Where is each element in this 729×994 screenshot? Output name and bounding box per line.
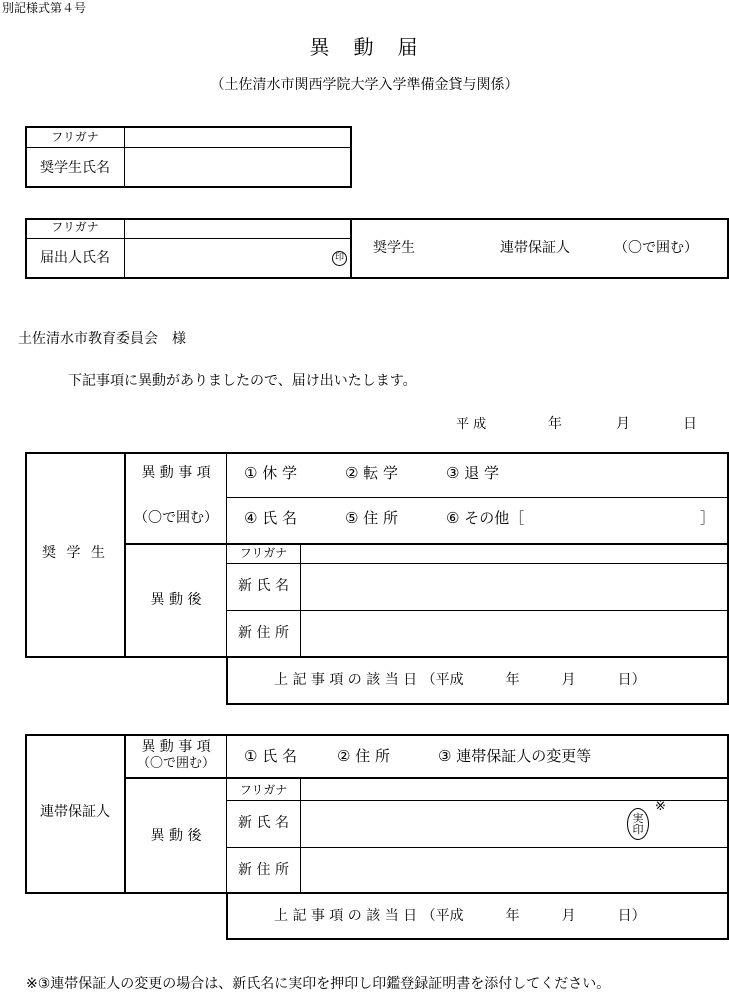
applicant-name-label: 届出人氏名 [40,250,110,266]
seal-char-2: 印 [632,823,644,836]
role-option-student[interactable]: 奨学生 [373,240,415,256]
page-title: 異 動 届 [309,35,420,59]
applicant-furigana-field[interactable] [126,220,349,237]
student-item-other[interactable]: ⑥ その他［ [446,509,525,527]
guarantor-after-furigana-label: フリガナ [239,783,288,797]
guarantor-item-name[interactable]: ① 氏 名 [244,747,297,765]
student-circle-note: （〇で囲む） [134,510,218,526]
student-furigana-field[interactable] [126,128,350,146]
page-subtitle: （土佐清水市関西学院大学入学準備金貸与関係） [210,77,519,93]
student-after-label: 異 動 後 [150,592,202,608]
addressee: 土佐清水市教育委員会 様 [18,331,186,347]
guarantor-side-label: 連帯保証人 [40,804,110,820]
registered-seal-icon [627,808,649,840]
form-number: 別記様式第４号 [2,1,87,15]
role-option-guarantor[interactable]: 連帯保証人 [500,240,570,256]
guarantor-new-name-field[interactable] [302,802,622,846]
guarantor-new-name-label: 新 氏 名 [238,815,289,831]
student-item-withdraw[interactable]: ③ 退 学 [446,464,499,482]
student-after-furigana-label: フリガナ [239,546,288,560]
date-month: 月 [616,416,630,432]
student-furigana-label: フリガナ [51,130,99,144]
guarantor-after-furigana-field[interactable] [302,781,727,799]
guarantor-new-address-field[interactable] [302,849,727,891]
student-name-field[interactable] [126,149,350,186]
date-year: 年 [548,416,562,432]
student-new-address-label: 新 住 所 [238,625,289,641]
student-item-address[interactable]: ⑤ 住 所 [345,509,398,527]
seal-icon: 印 [332,251,347,266]
student-other-field[interactable] [545,504,700,532]
student-items-label: 異 動 事 項 [141,465,211,481]
applicant-name-field[interactable] [126,240,331,277]
guarantor-new-address-label: 新 住 所 [238,862,289,878]
student-new-name-field[interactable] [302,565,727,609]
role-circle-note: （〇で囲む） [614,240,698,256]
student-item-transfer[interactable]: ② 転 学 [345,464,398,482]
guarantor-item-address[interactable]: ② 住 所 [337,747,390,765]
intro-sentence: 下記事項に異動がありましたので、届け出いたします。 [68,373,417,389]
student-item-leave[interactable]: ① 休 学 [244,464,297,482]
student-item-name[interactable]: ④ 氏 名 [244,509,297,527]
seal-char-1: 実 [632,812,644,825]
guarantor-circle-note: （〇で囲む） [136,756,215,771]
footnote: ※③連帯保証人の変更の場合は、新氏名に実印を押印し印鑑登録証明書を添付してください。 [26,976,611,992]
student-new-address-field[interactable] [302,612,727,655]
student-after-furigana-field[interactable] [302,545,727,562]
seal-note-mark: ※ [655,799,666,814]
student-name-label: 奨学生氏名 [40,160,110,176]
guarantor-applicable-date: 上 記 事 項 の 該 当 日 （平成 年 月 日） [274,908,646,924]
date-era: 平 成 [456,417,487,432]
student-new-name-label: 新 氏 名 [238,578,289,594]
applicant-furigana-label: フリガナ [51,220,99,234]
guarantor-item-change[interactable]: ③ 連帯保証人の変更等 [438,747,592,765]
student-other-close-bracket: ］ [700,509,716,527]
student-side-label: 奨 学 生 [42,545,108,561]
guarantor-items-label: 異 動 事 項 [141,739,211,755]
date-day: 日 [683,416,697,432]
student-applicable-date: 上 記 事 項 の 該 当 日 （平成 年 月 日） [274,672,646,688]
guarantor-after-label: 異 動 後 [150,828,202,844]
